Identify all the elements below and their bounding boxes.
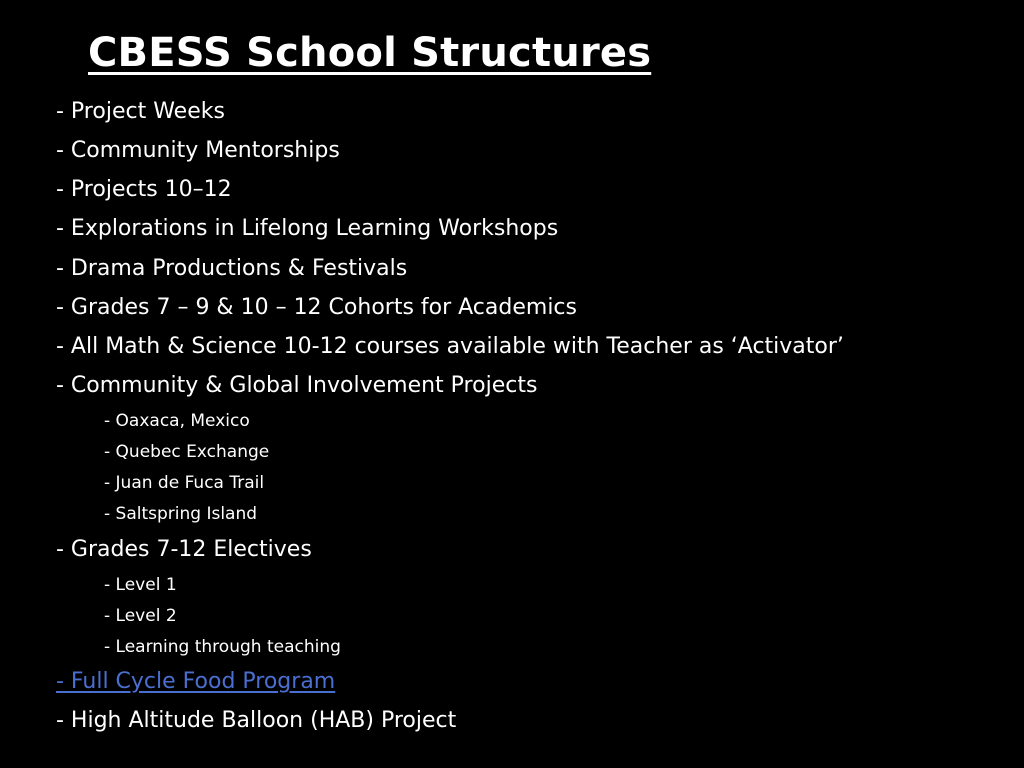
list-item-cohorts: - Grades 7 – 9 & 10 – 12 Cohorts for Academics xyxy=(56,295,577,320)
sub-item-level-1: - Level 1 xyxy=(104,575,177,595)
sub-item-level-2: - Level 2 xyxy=(104,606,177,626)
sub-item-oaxaca: - Oaxaca, Mexico xyxy=(104,411,250,431)
list-item-project-weeks: - Project Weeks xyxy=(56,99,225,124)
list-item-involvement-projects: - Community & Global Involvement Projects xyxy=(56,373,538,398)
sub-item-quebec: - Quebec Exchange xyxy=(104,442,270,462)
list-item-projects: - Projects 10–12 xyxy=(56,177,232,202)
food-program-link[interactable]: - Full Cycle Food Program xyxy=(56,669,336,694)
sub-item-learning-through-teaching: - Learning through teaching xyxy=(104,637,341,657)
slide-title: CBESS School Structures xyxy=(88,30,652,76)
list-item-explorations: - Explorations in Lifelong Learning Workshops xyxy=(56,216,559,241)
sub-item-saltspring: - Saltspring Island xyxy=(104,504,258,524)
sub-item-juan-de-fuca: - Juan de Fuca Trail xyxy=(104,473,265,493)
list-item-math-science: - All Math & Science 10-12 courses available with Teacher as ‘Activator’ xyxy=(56,334,844,359)
list-item-community-mentorships: - Community Mentorships xyxy=(56,138,340,163)
list-item-hab-project: - High Altitude Balloon (HAB) Project xyxy=(56,708,457,733)
list-item-drama: - Drama Productions & Festivals xyxy=(56,256,408,281)
list-item-electives: - Grades 7-12 Electives xyxy=(56,537,312,562)
